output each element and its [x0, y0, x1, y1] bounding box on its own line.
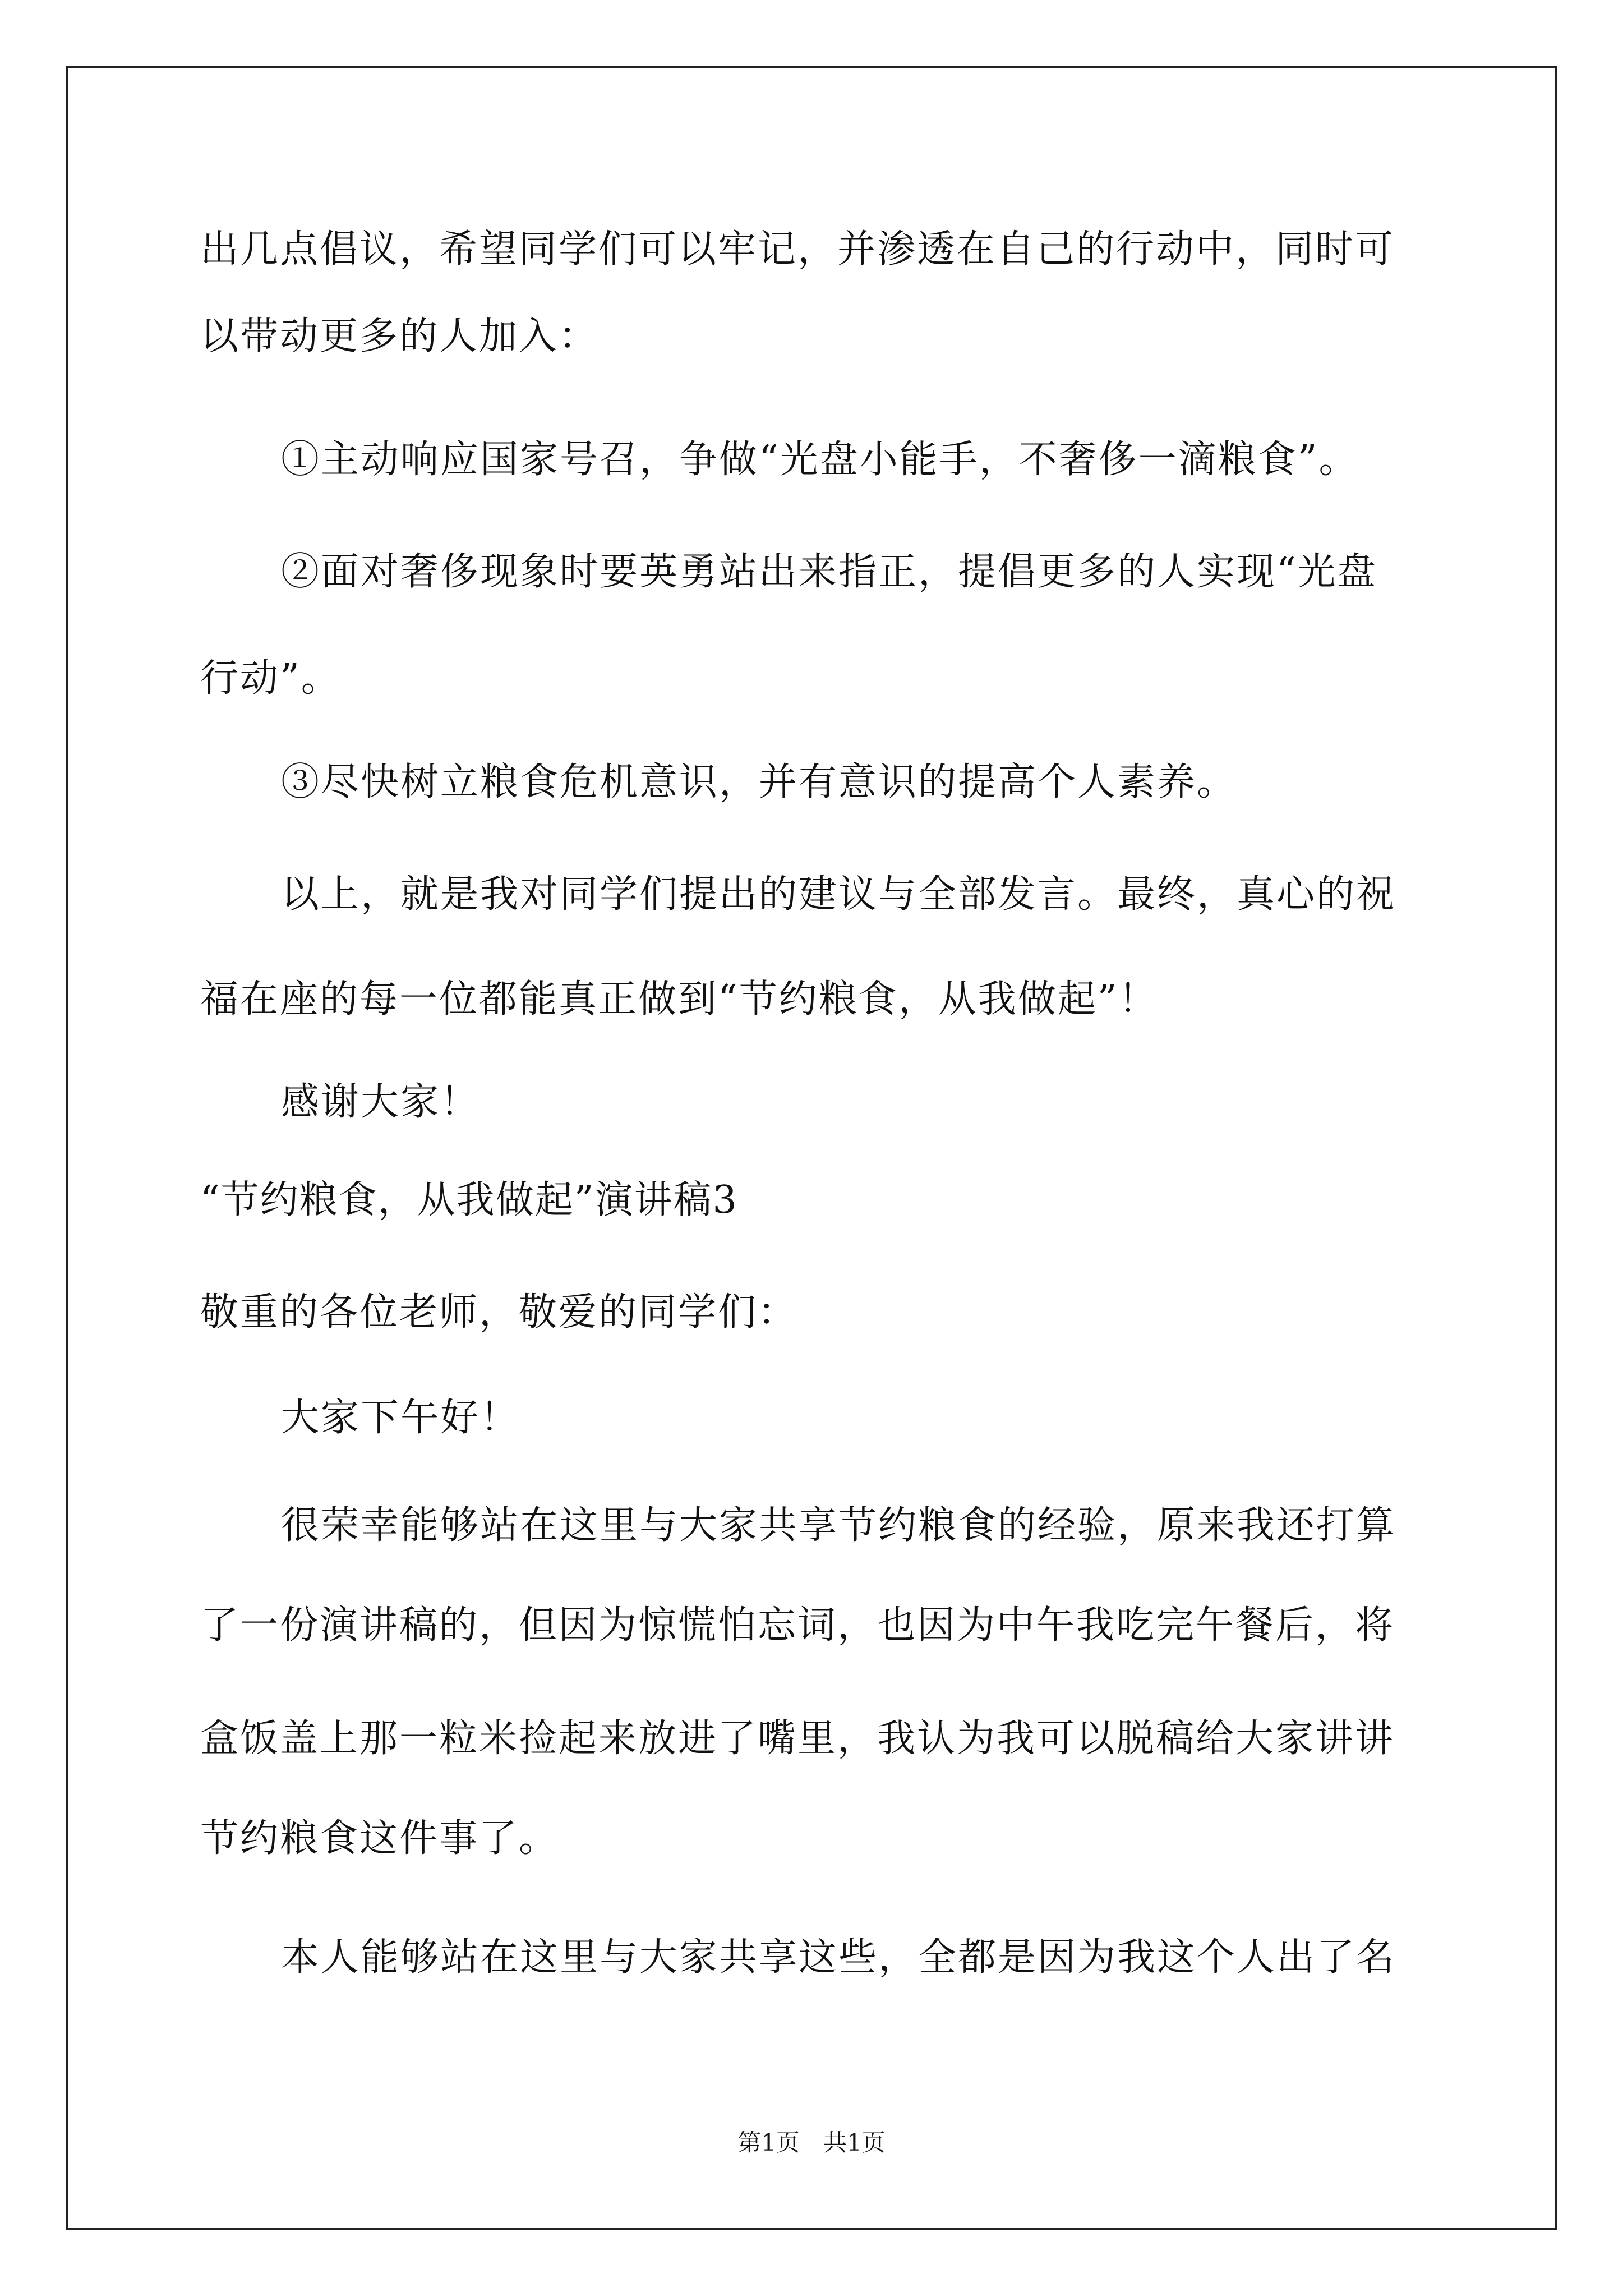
text-line: ①主动响应国家号召，争做“光盘小能手，不奢侈一滴粮食”。	[281, 438, 1359, 482]
text-line: 出几点倡议，希望同学们可以牢记，并渗透在自己的行动中，同时可	[200, 227, 1395, 272]
text-line: 大家下午好！	[281, 1396, 520, 1440]
text-line: 行动”。	[200, 656, 341, 701]
text-line: 节约粮食这件事了。	[200, 1816, 559, 1861]
text-line: 盒饭盖上那一粒米捡起来放进了嘴里，我认为我可以脱稿给大家讲讲	[200, 1717, 1395, 1761]
text-line: 以带动更多的人加入：	[200, 314, 599, 358]
text-line: 福在座的每一位都能真正做到“节约粮食，从我做起”！	[200, 977, 1159, 1022]
text-line: ③尽快树立粮食危机意识，并有意识的提高个人素养。	[281, 760, 1237, 804]
text-line: ②面对奢侈现象时要英勇站出来指正，提倡更多的人实现“光盘	[281, 550, 1377, 594]
text-line: 很荣幸能够站在这里与大家共享节约粮食的经验，原来我还打算	[281, 1503, 1396, 1548]
text-line: 本人能够站在这里与大家共享这些，全都是因为我这个人出了名	[281, 1935, 1396, 1980]
section-heading: “节约粮食，从我做起”演讲稿3	[200, 1178, 738, 1222]
page-footer: 第1页 共1页	[737, 2129, 886, 2156]
text-line: 了一份演讲稿的，但因为惊慌怕忘词，也因为中午我吃完午餐后，将	[200, 1603, 1395, 1648]
text-line: 感谢大家！	[281, 1080, 481, 1124]
text-line: 以上，就是我对同学们提出的建议与全部发言。最终，真心的祝	[281, 872, 1396, 917]
text-line: 敬重的各位老师，敬爱的同学们：	[200, 1290, 798, 1335]
page-border	[66, 66, 1557, 2230]
